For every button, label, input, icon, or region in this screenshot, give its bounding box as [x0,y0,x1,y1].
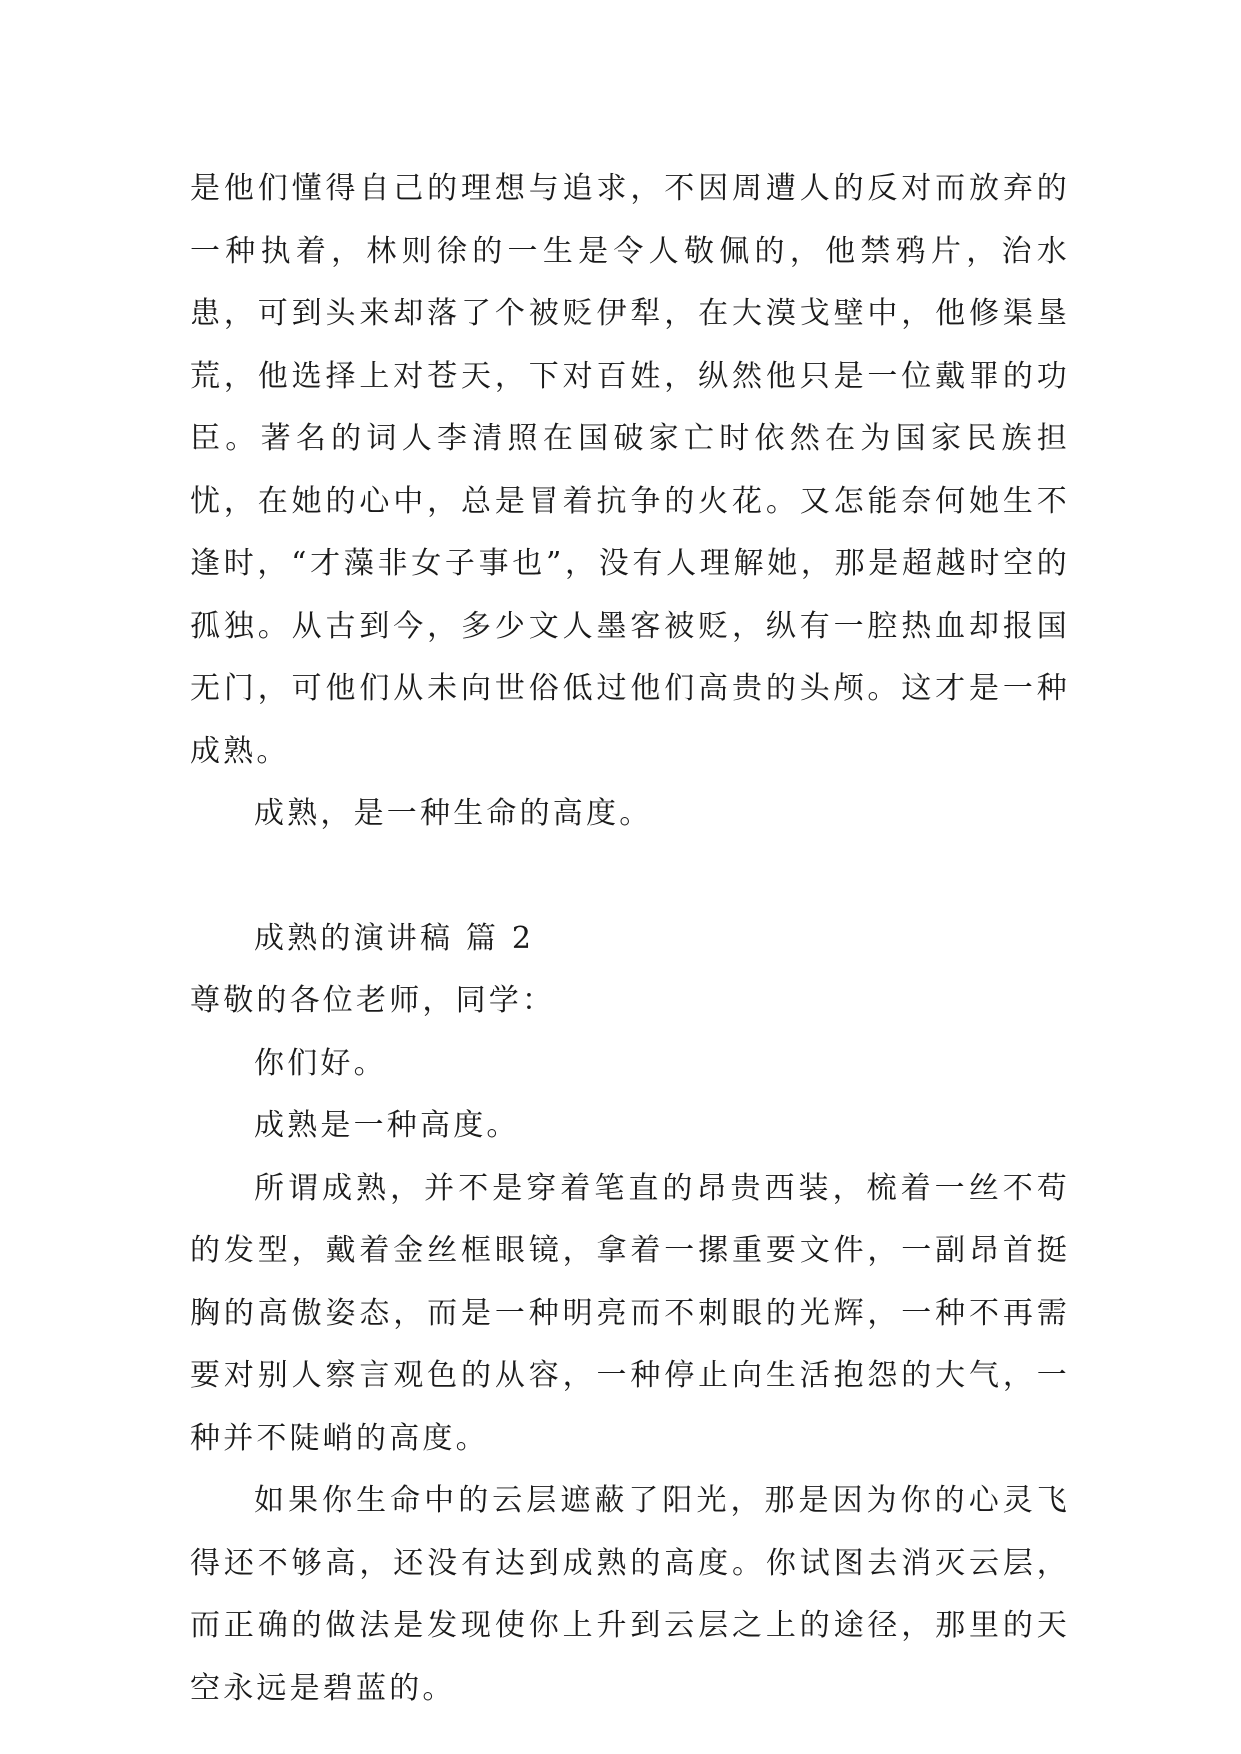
document-body [190,158,1070,1720]
paragraph-thesis: 成熟是一种高度。 [254,1108,520,1143]
section-gap [190,846,1070,908]
greeting: 尊敬的各位老师，同学： [190,983,556,1018]
paragraph-hello: 你们好。 [254,1045,387,1081]
paragraph-continuation: 是他们懂得自己的理想与追求，不因周遭人的反对而放弃的一种执着，林则徐的一生是令人敬佩的，他禁鸦片，治水患，可到头来却落了个被贬伊犁，在大漠戈壁中，他修渠垦荒，他选择上对苍天，下对百姓，纵然他只是一位戴罪的功臣。著名的词人李清照在国破家亡时依然在为国家民族担忧，在她的心中，总是冒着抗争的火花。又怎能奈何她生不逢时，“才藻非女子事也”，没有人理解她，那是超越时空的孤独。从古到今，多少文人墨客被贬，纵有一腔热血却报国无门，可他们从未向世俗低过他们高贵的头颅。这才是一种成熟。 [190,171,1070,769]
paragraph-definition: 所谓成熟，并不是穿着笔直的昂贵西装，梳着一丝不苟的发型，戴着金丝框眼镜，拿着一摞重要文件，一副昂首挺胸的高傲姿态，而是一种明亮而不刺眼的光辉，一种不再需要对别人察言观色的从容，一种停止向生活抱怨的大气，一种并不陡峭的高度。 [190,1170,1070,1456]
section-title: 成熟的演讲稿 篇 2 [254,920,535,956]
paragraph-conclusion: 成熟，是一种生命的高度。 [254,796,653,831]
paragraph-clouds: 如果你生命中的云层遮蔽了阳光，那是因为你的心灵飞得还不够高，还没有达到成熟的高度。你试图去消灭云层，而正确的做法是发现使你上升到云层之上的途径，那里的天空永远是碧蓝的。 [190,1483,1070,1706]
